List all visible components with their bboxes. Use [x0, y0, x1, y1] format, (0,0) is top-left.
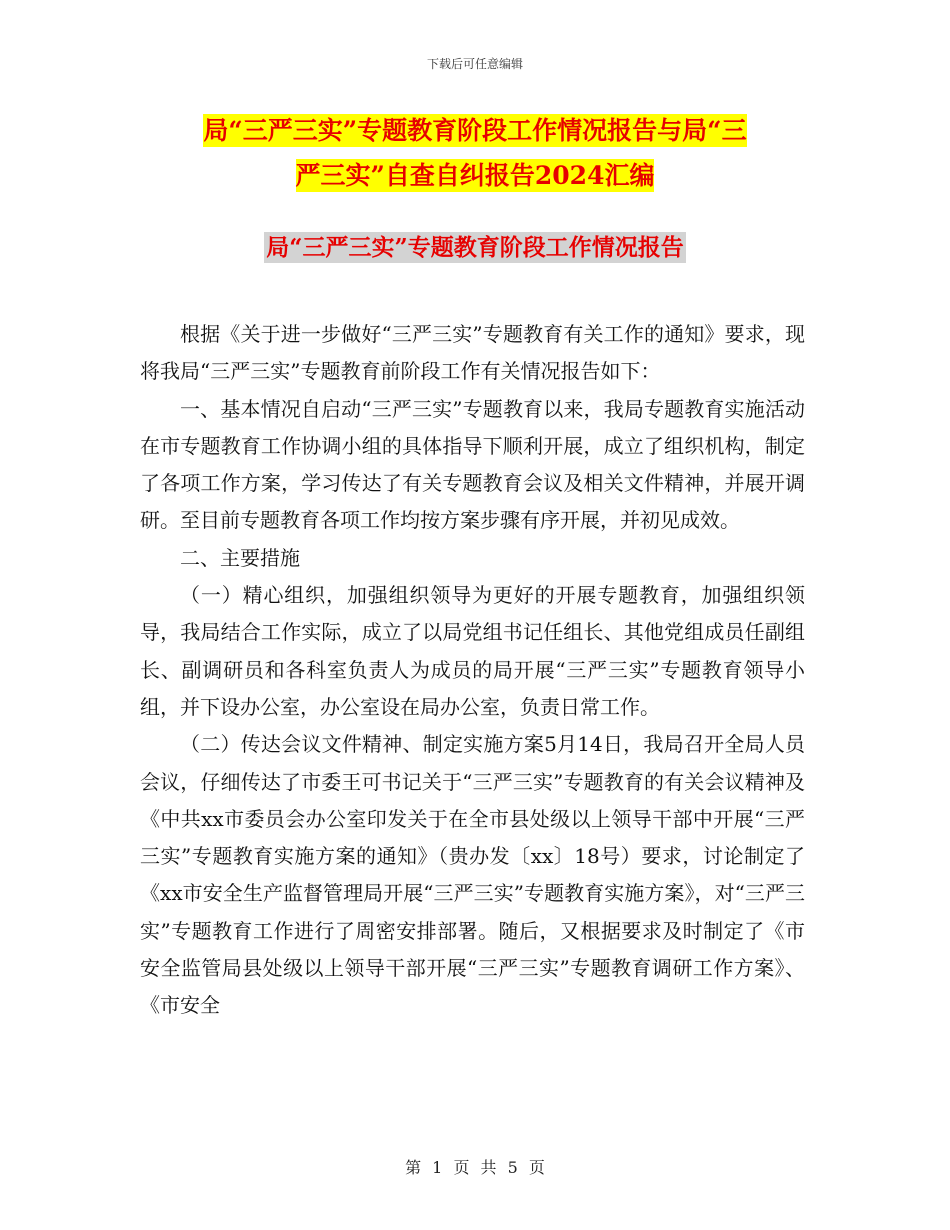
paragraph: （一）精心组织，加强组织领导为更好的开展专题教育，加强组织领导，我局结合工作实际，成立了以局党组书记任组长、其他党组成员任副组长、副调研员和各科室负责人为成员的局开展“三严三实”专题教育领导小组，并下设办公室，办公室设在局办公室，负责日常工作。 [140, 583, 805, 719]
section-title [140, 228, 810, 268]
main-title-line-1: 局“三严三实”专题教育阶段工作情况报告与局“三 [203, 116, 747, 145]
paragraph: （二）传达会议文件精神、制定实施方案5月14日，我局召开全局人员会议，仔细传达了市委王可书记关于“三严三实”专题教育的有关会议精神及《中共xx市委员会办公室印发关于在全市县处级以上领导干部中开展“三严三实”专题教育实施方案的通知》（贵办发〔xx〕18号）要求，讨论制定了《xx市安全生产监督管理局开展“三严三实”专题教育实施方案》，对“三严三实”专题教育工作进行了周密安排部署。随后，又根据要求及时制定了《市安全监管局县处级以上领导干部开展“三严三实”专题教育调研工作方案》、《市安全 [140, 732, 805, 1018]
paragraph: 根据《关于进一步做好“三严三实”专题教育有关工作的通知》要求，现将我局“三严三实”专题教育前阶段工作有关情况报告如下： [140, 322, 805, 384]
body-text [140, 316, 805, 1025]
main-title [140, 108, 810, 198]
paragraph: 一、基本情况自启动“三严三实”专题教育以来，我局专题教育实施活动在市专题教育工作协调小组的具体指导下顺利开展，成立了组织机构，制定了各项工作方案，学习传达了有关专题教育会议及相关文件精神，并展开调研。至目前专题教育各项工作均按方案步骤有序开展，并初见成效。 [140, 396, 805, 533]
main-title-line-2: 严三实”自查自纠报告2024汇编 [295, 161, 655, 190]
header-note: 下载后可任意编辑 [426, 57, 523, 71]
page-footer: 第 1 页 共 5 页 [405, 1158, 545, 1177]
section-title-text: 局“三严三实”专题教育阶段工作情况报告 [266, 234, 684, 261]
paragraph: 二、主要措施 [180, 545, 300, 570]
